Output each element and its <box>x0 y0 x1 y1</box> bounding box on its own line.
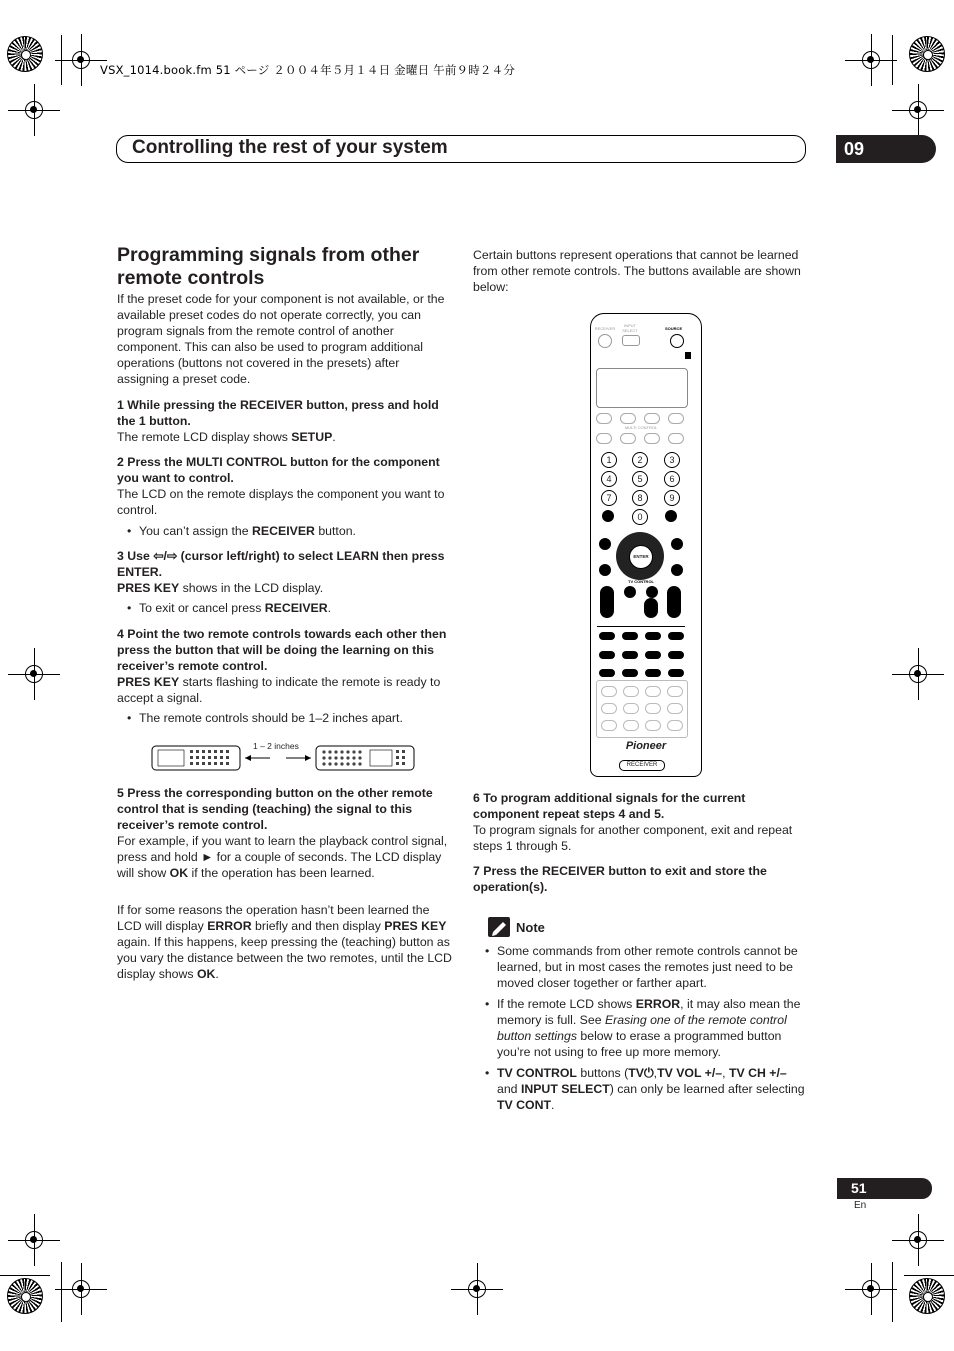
digit-button: 1 <box>601 452 617 468</box>
step-1-title: 1 While pressing the RECEIVER button, press and hold the 1 button. <box>117 398 439 428</box>
input-select-label: INPUT SELECT <box>622 323 638 333</box>
step-3-bullet: • To exit or cancel press RECEIVER. <box>117 600 453 616</box>
digit-button: 7 <box>601 490 617 506</box>
step-5-body: For example, if you want to learn the playback control signal, press and hold ► for a couple of seconds. The LCD display will show OK if the operation has been learned. <box>117 834 448 880</box>
input-select-button <box>622 335 640 346</box>
lcd-display <box>596 368 688 408</box>
step-6-body: To program signals for another component, exit and repeat steps 1 through 5. <box>473 823 793 853</box>
pioneer-logo: Pioneer <box>625 740 667 752</box>
digit-button: 4 <box>601 471 617 487</box>
tv-control-label: TV CONTROL <box>628 579 654 584</box>
step-2-body: The LCD on the remote displays the component you want to control. <box>117 487 445 517</box>
indicator-icon <box>685 352 691 359</box>
step-7-title: 7 Press the RECEIVER button to exit and store the operation(s). <box>473 864 767 894</box>
step-2-title: 2 Press the MULTI CONTROL button for the component you want to control. <box>117 455 440 485</box>
digit-button: 9 <box>664 490 680 506</box>
receiver-power-icon <box>598 334 612 348</box>
right-intro: Certain buttons represent operations that cannot be learned from other remote controls. The buttons available are shown below: <box>473 248 801 294</box>
crop-line <box>61 1262 62 1322</box>
crop-line <box>904 1275 954 1276</box>
page-number: 51 <box>837 1178 932 1199</box>
step-1-body: The remote LCD display shows SETUP. <box>117 430 336 444</box>
registration-mark-icon <box>7 36 43 72</box>
cursor-left-right-icon: ⇦/⇨ <box>153 549 178 563</box>
file-info-header: VSX_1014.book.fm 51 ページ ２００４年５月１４日 金曜日 午前９時２４分 <box>100 63 516 77</box>
source-label: SOURCE <box>665 326 683 331</box>
step-3-title: 3 Use ⇦/⇨ (cursor left/right) to select LEARN then press ENTER. <box>117 549 445 579</box>
note-bullet-2: • If the remote LCD shows ERROR, it may also mean the memory is full. See Erasing one of the remote control button settings below to erase a programmed button you’re not using to free up more memory. <box>475 996 809 1060</box>
chapter-title: Controlling the rest of your system <box>132 137 448 158</box>
note-bullet-1: • Some commands from other remote controls cannot be learned, but in most cases the remotes just need to be moved closer together or farther apart. <box>475 943 809 991</box>
crop-line <box>892 35 893 85</box>
digit-button: 2 <box>632 452 648 468</box>
receiver-label: RECEIVER <box>594 326 616 331</box>
digit-button: 3 <box>664 452 680 468</box>
step-6-title: 6 To program additional signals for the current component repeat steps 4 and 5. <box>473 791 746 821</box>
step-4-title: 4 Point the two remote controls towards each other then press the button that will be doing the learning on this receiver’s remote control. <box>117 627 447 673</box>
language-label: En <box>854 1200 867 1211</box>
note-bullet-3: • TV CONTROL buttons (TV⏻,TV VOL +/–, TV CH +/– and INPUT SELECT) can only be learned after selecting TV CONT. <box>475 1065 809 1113</box>
enter-button: ENTER <box>629 545 653 569</box>
step-5-body-2: If for some reasons the operation hasn’t been learned the LCD will display ERROR briefly and then display PRES KEY again. If this happens, keep pressing the (teaching) button as you vary the distance between the two remotes, until the LCD display shows OK. <box>117 903 452 981</box>
chapter-number: 09 <box>836 135 936 163</box>
digit-button: 5 <box>632 471 648 487</box>
registration-mark-icon <box>909 1278 945 1314</box>
crop-line <box>61 35 62 85</box>
registration-mark-icon <box>909 36 945 72</box>
remote-control-illustration <box>590 313 702 777</box>
intro-paragraph: If the preset code for your component is not available, or the available preset codes do not operate correctly, you can program signals from the remote control of another component. This can also be used to program additional operations (buttons not covered in the presets) after assigning a preset code. <box>117 292 445 386</box>
source-power-icon <box>670 334 684 348</box>
step-5-title: 5 Press the corresponding button on the other remote control that is sending (teaching) the signal to this receiver’s remote control. <box>117 786 433 832</box>
distance-label: 1 – 2 inches <box>253 741 299 751</box>
multi-control-label: MULTI CONTROL <box>624 425 658 430</box>
step-2-bullet: • You can’t assign the RECEIVER button. <box>117 523 453 539</box>
note-pencil-icon <box>488 917 510 937</box>
registration-mark-icon <box>7 1278 43 1314</box>
digit-button: 6 <box>664 471 680 487</box>
digit-button: 8 <box>632 490 648 506</box>
step-4-body: PRES KEY starts flashing to indicate the remote is ready to accept a signal. <box>117 675 441 705</box>
note-heading: Note <box>516 920 545 935</box>
crop-line <box>0 1275 50 1276</box>
digit-button: 0 <box>632 509 648 525</box>
step-4-bullet: • The remote controls should be 1–2 inches apart. <box>117 710 453 726</box>
step-3-body: PRES KEY shows in the LCD display. <box>117 581 324 595</box>
receiver-bottom-button: RECEIVER <box>619 760 665 771</box>
section-title: Programming signals from other remote controls <box>117 244 420 289</box>
crop-line <box>892 1262 893 1322</box>
